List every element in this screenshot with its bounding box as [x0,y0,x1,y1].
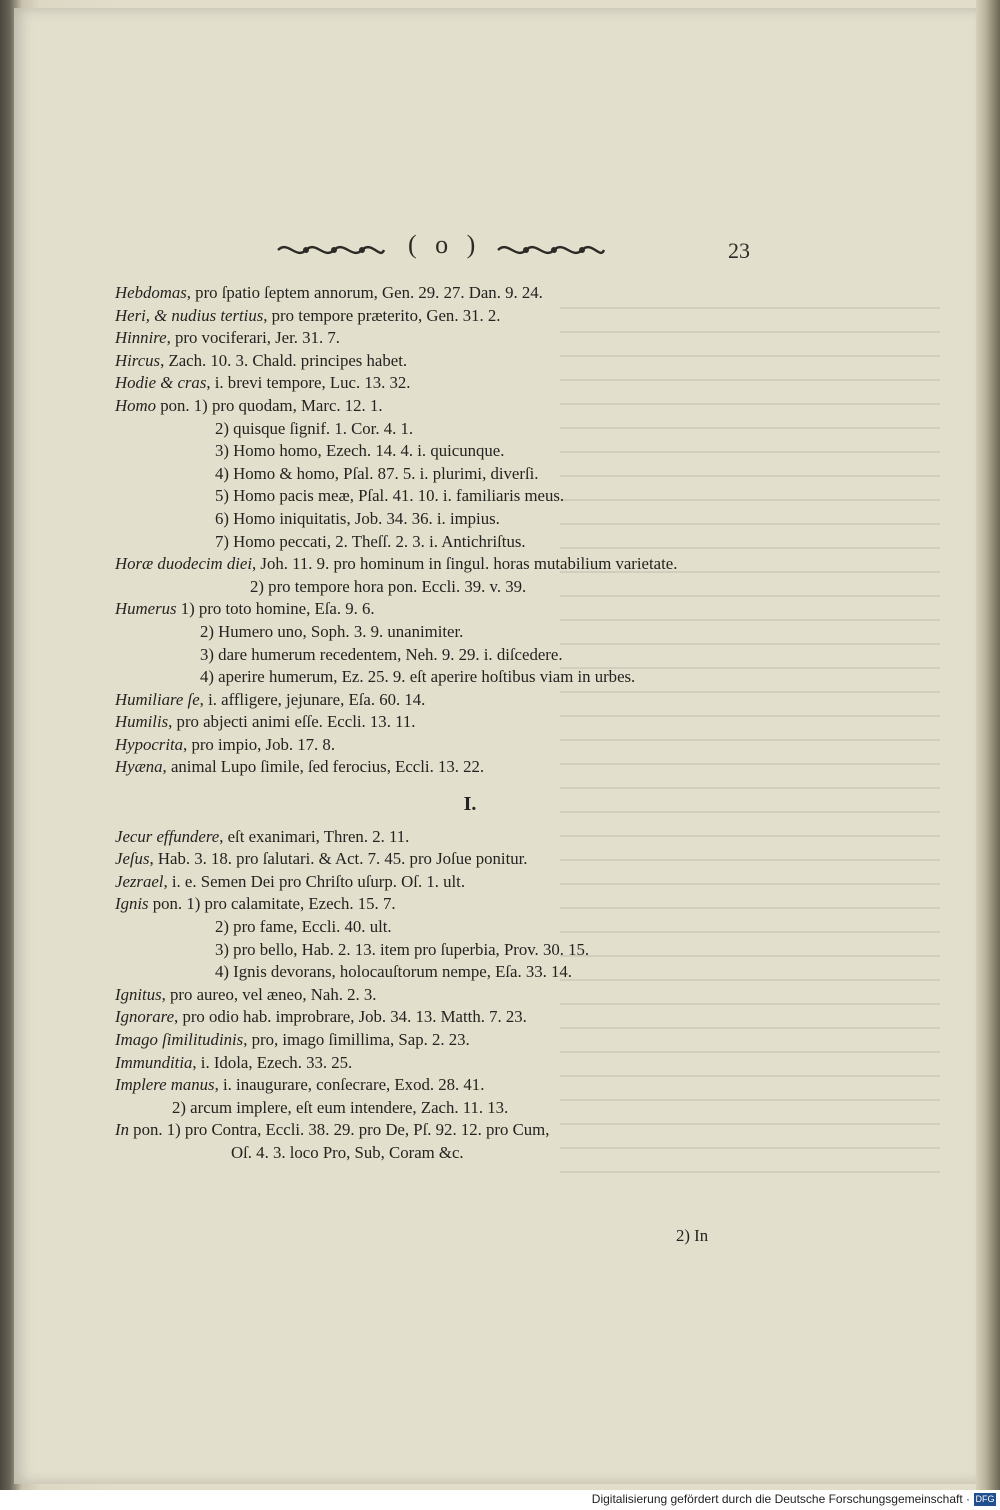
entry-row: Imago ſimilitudinis, pro, imago ſimillima, Sap. 2. 23. [115,1030,470,1049]
dictionary-entries [115,282,765,1165]
page-header [276,230,750,268]
entry-sub-row: 7) Homo peccati, 2. Theſſ. 2. 3. i. Antichriſtus. [215,531,526,551]
entry-sub-row: 2) Humero uno, Soph. 3. 9. unanimiter. [200,621,464,641]
entry-sub-row: 2) arcum implere, eſt eum intendere, Zach. 11. 13. [172,1097,509,1117]
section-heading: I. [463,793,477,816]
signature-mark: ( o ) [408,230,482,259]
entry-sub-row: 2) pro fame, Eccli. 40. ult. [215,917,392,937]
entry-sub-row: 3) pro bello, Hab. 2. 13. item pro ſuperbia, Prov. 30. 15. [215,939,590,959]
left-ornament-icon [276,240,386,260]
entry-row: Ignorare, pro odio hab. improbrare, Job. 34. 13. Matth. 7. 23. [115,1007,527,1027]
entry-row: Humiliare ſe, i. affligere, jejunare, Eſa. 60. 14. [115,689,426,709]
footer-credit: Digitalisierung gefördert durch die Deutsche Forschungsgemeinschaft · [591,1492,970,1506]
entry-sub-row: 4) aperire humerum, Ez. 25. 9. eſt aperire hoſtibus viam in urbes. [200,667,636,687]
entry-sub-row: 2) quisque ſignif. 1. Cor. 4. 1. [215,418,414,438]
entry-row: Humerus 1) pro toto homine, Eſa. 9. 6. [115,599,375,619]
entry-sub-row: 3) Homo homo, Ezech. 14. 4. i. quicunque. [215,441,505,461]
entry-row: Hodie & cras, i. brevi tempore, Luc. 13. 32. [115,373,411,393]
entry-row: Ignis pon. 1) pro calamitate, Ezech. 15. 7. [115,894,396,914]
dfg-logo-icon: DFG [975,1494,995,1504]
entry-row: Hinnire, pro vociferari, Jer. 31. 7. [115,328,340,348]
entry-row: Implere manus, i. inaugurare, conſecrare, Exod. 28. 41. [115,1075,485,1095]
entry-sub-row: Oſ. 4. 3. loco Pro, Sub, Coram &c. [231,1142,464,1162]
entry-row: Ignitus, pro aureo, vel æneo, Nah. 2. 3. [115,984,377,1004]
page-number: 23 [728,238,750,263]
entry-row: Immunditia, i. Idola, Ezech. 33. 25. [115,1052,353,1072]
entry-row: Horæ duodecim diei, Joh. 11. 9. pro hominum in ſingul. horas mutabilium varietate. [115,554,678,574]
right-ornament-icon [496,240,606,260]
entry-row: Hebdomas, pro ſpatio ſeptem annorum, Gen. 29. 27. Dan. 9. 24. [115,283,543,302]
digitization-footer [0,1490,1000,1510]
entry-sub-row: 5) Homo pacis meæ, Pſal. 41. 10. i. familiaris meus. [215,486,565,506]
entry-sub-row: 4) Homo & homo, Pſal. 87. 5. i. plurimi, diverſi. [215,463,539,483]
entry-row: Hypocrita, pro impio, Job. 17. 8. [115,734,336,754]
entry-row: Jezrael, i. e. Semen Dei pro Chriſto uſurp. Oſ. 1. ult. [115,871,466,891]
entry-row: Jecur effundere, eſt exanimari, Thren. 2. 11. [115,826,410,846]
catchword: 2) In [676,1226,709,1245]
entry-sub-row: 3) dare humerum recedentem, Neh. 9. 29. i. diſcedere. [200,644,563,664]
page-edge [976,0,1000,1510]
entry-row: Homo pon. 1) pro quodam, Marc. 12. 1. [115,395,383,415]
entry-row: Hircus, Zach. 10. 3. Chald. principes habet. [115,350,408,370]
entry-row: Humilis, pro abjecti animi eſſe. Eccli. 13. 11. [115,712,416,732]
entry-sub-row: 6) Homo iniquitatis, Job. 34. 36. i. impius. [215,508,500,528]
entry-row: Jeſus, Hab. 3. 18. pro ſalutari. & Act. 7. 45. pro Joſue ponitur. [115,849,528,869]
entry-row: Heri, & nudius tertius, pro tempore præterito, Gen. 31. 2. [115,305,501,325]
entry-sub-row: 2) pro tempore hora pon. Eccli. 39. v. 39. [250,576,527,596]
entry-sub-row: 4) Ignis devorans, holocauſtorum nempe, Eſa. 33. 14. [215,962,572,982]
entry-row: Hyæna, animal Lupo ſimile, ſed ferocius, Eccli. 13. 22. [115,757,485,777]
entry-row: In pon. 1) pro Contra, Eccli. 38. 29. pro De, Pſ. 92. 12. pro Cum, [115,1120,550,1140]
